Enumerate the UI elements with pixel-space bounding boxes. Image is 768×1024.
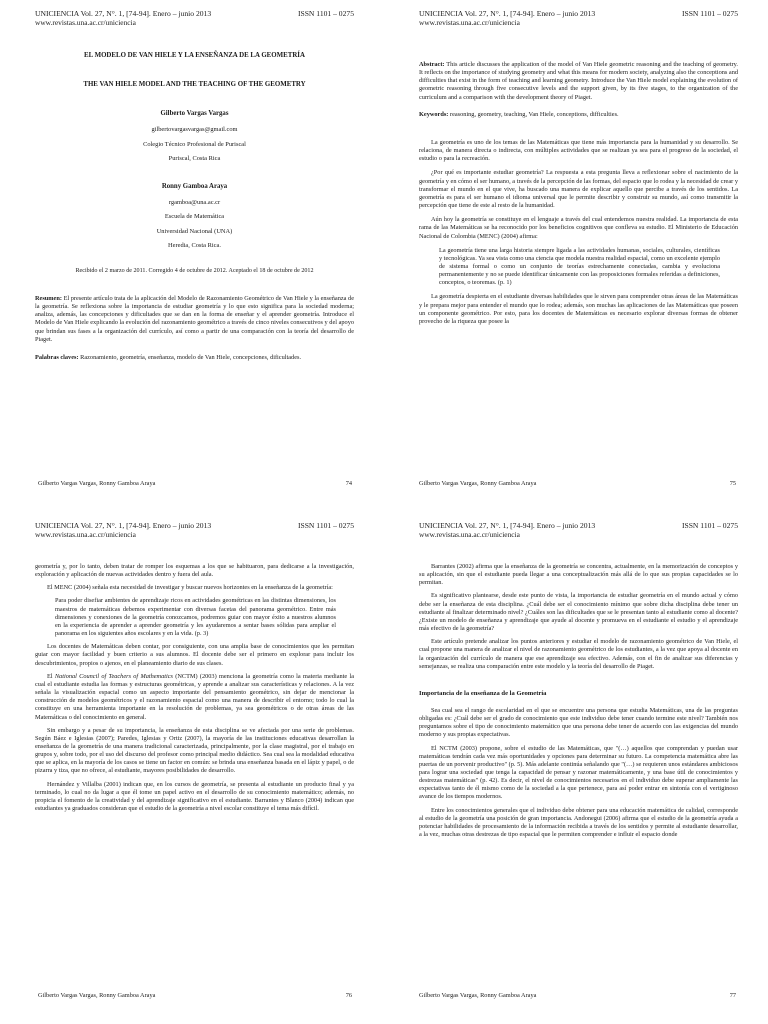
footer-authors: Gilberto Vargas Vargas, Ronny Gamboa Araya xyxy=(419,992,537,999)
footer-authors: Gilberto Vargas Vargas, Ronny Gamboa Araya xyxy=(38,992,156,999)
page-header xyxy=(35,9,354,37)
paragraph: Hernández y Villalba (2001) indican que, en los cursos de geometría, se presenta al estudiante un producto final y ya terminado, lo cual no da lugar a que él tome un papel activo en el desarrollo de su conocimiento matemático; además, no propicia el fomento de la creatividad y del aprendizaje significativo en el estudiante. Barrantes y Blanco (2004) indican que estudiantes ya graduados consideran que el estudio de la geometría a nivel escolar constituye el tema más difícil. xyxy=(35,780,354,813)
author-2-school: Escuela de Matemática xyxy=(164,213,225,220)
journal-url[interactable]: www.revistas.una.ac.cr/uniciencia xyxy=(419,18,520,27)
page-number: 76 xyxy=(345,992,352,999)
text-run: El xyxy=(47,672,55,680)
journal-url[interactable]: www.revistas.una.ac.cr/uniciencia xyxy=(419,530,520,539)
journal-url[interactable]: www.revistas.una.ac.cr/uniciencia xyxy=(35,18,136,27)
page-footer xyxy=(38,480,352,488)
paragraph: El NCTM (2003) propone, sobre el estudio de las Matemáticas, que "(…) aquellos que comprendan y puedan usar matemáticas tendrán cada vez más oportunidades y opciones para determinar su futuro. La competencia matemática abre las puertas de un porvenir productivo" (p. 5). Más adelante continúa señalando que "(…) se requieren unos estándares ambiciosos para lograr una sociedad que tenga la capacidad de pensar y razonar matemáticamente, y una base útil de conocimientos y destrezas matemáticas" (p. 42). Es decir, el nivel de conocimientos necesarios en el individuo debe superar ampliamente las expectativas tanto de él mismo como de la sociedad a la que pertenece, para así poder entrar en sintonía con el vertiginoso avance de los tiempos modernos. xyxy=(419,744,738,801)
page-header xyxy=(419,521,738,549)
article-title-es: EL MODELO DE VAN HIELE Y LA ENSEÑANZA DE LA GEOMETRÍA xyxy=(84,52,305,59)
abstract-es xyxy=(35,295,354,344)
author-1-institution: Colegio Técnico Profesional de Puriscal xyxy=(143,140,246,148)
issn: ISSN 1101 – 0275 xyxy=(681,9,738,18)
journal-url[interactable]: www.revistas.una.ac.cr/uniciencia xyxy=(35,530,136,539)
paragraph: Este artículo pretende analizar los puntos anteriores y estudiar el modelo de razonamiento geométrico de Van Hiele, el cual propone una manera de analizar el nivel de razonamiento geométrico de los estudiantes, a la vez que apoya al docente en la organización del currículo de manera que ese aprendizaje sea efectivo. Además, con el fin de analizar sus diferencias y semejanzas, se realiza una comparación entre este modelo y la teoría del desarrollo de Piaget. xyxy=(419,638,738,670)
keywords-text: reasoning, geometry, teaching, Van Hiele, conceptions, difficulties. xyxy=(449,110,619,118)
author-2-name: Ronny Gamboa Araya xyxy=(161,182,228,190)
page-footer xyxy=(419,480,736,488)
paragraph: La geometría despierta en el estudiante diversas habilidades que le sirven para comprender otras áreas de las Matemáticas y le prepara mejor para entender el mundo que lo rodea; además, son muchas las aplicaciones de las Matemáticas que poseen un componente geométrico. Por esto, para los docentes de Matemáticas es necesario explorar diversas formas de obtener provecho de la riqueza que posee la xyxy=(419,293,738,325)
keywords-es xyxy=(35,354,354,362)
keywords-text: Razonamiento, geometría, enseñanza, modelo de Van Hiele, concepciones, dificultades. xyxy=(80,353,302,361)
issn: ISSN 1101 – 0275 xyxy=(681,521,738,530)
section-heading: Importancia de la enseñanza de la Geometría xyxy=(419,689,547,697)
paragraph: Los docentes de Matemáticas deben contar, por consiguiente, con una amplia base de conocimientos que les permitan guiar con mayor facilidad y buen criterio a sus alumnos. El docente debe ser el primero en explorar para incluir los descubrimientos, propios o ajenos, en el planeamiento diario de sus clases. xyxy=(35,643,354,667)
paragraph: ¿Por qué es importante estudiar geometría? La respuesta a esta pregunta lleva a reflexionar sobre el nacimiento de la geometría y en cómo el ser humano, a través de la percepción de las formas, del espacio que lo rodea y la necesidad de crear y transformar el mundo en el que vive, ha buscado una manera de explicar aquello que percibe a través de los sentidos. La geometría es para el ser humano el idioma universal que le permite describir y construir su mundo, así como transmitir la percepción que tiene de este al resto de la humanidad. xyxy=(419,169,738,210)
italic-org-name: National Council of Teachers of Mathematics xyxy=(54,672,173,680)
page-74 xyxy=(0,0,384,512)
keywords-en xyxy=(419,111,738,119)
article-title-en: THE VAN HIELE MODEL AND THE TEACHING OF THE GEOMETRY xyxy=(83,81,306,88)
page-77 xyxy=(384,512,768,1024)
paragraph: El MENC (2004) señala esta necesidad de investigar y buscar nuevos horizontes en la enseñanza de la geometría: xyxy=(47,584,333,592)
page-76 xyxy=(0,512,384,1024)
page-header xyxy=(419,9,738,37)
journal-citation: UNICIENCIA Vol. 27, N°. 1, [74-94]. Enero – junio 2013 xyxy=(419,9,596,18)
keywords-label: Palabras claves: xyxy=(35,353,79,361)
page-75 xyxy=(384,0,768,512)
journal-citation: UNICIENCIA Vol. 27, N°. 1, [74-94]. Enero – junio 2013 xyxy=(419,521,596,530)
page-footer xyxy=(419,992,736,1000)
page-number: 74 xyxy=(345,480,352,487)
block-quote: La geometría tiene una larga historia siempre ligada a las actividades humanas, sociales, culturales, científicas y tecnológicas. Ya sea vista como una ciencia que modela nuestra realidad espacial, como un excelente ejemplo de sistema formal o como un conjunto de teorías estrechamente conectadas, cambia y evoluciona permanentemente y no se puede identificar únicamente con las proposiciones formales referidas a definiciones, conceptos, o teoremas. (p. 1) xyxy=(439,246,720,287)
issn: ISSN 1101 – 0275 xyxy=(297,9,354,18)
paragraph: geometría y, por lo tanto, deben tratar de romper los esquemas a los que se habituaron, para dedicarse a la investigación, exploración y aplicación de nuevas actividades dentro y fuera del aula. xyxy=(35,563,354,579)
text-run: (NCTM) (2003) menciona la geometría como la materia mediante la cual el estudiante estudia las formas y estructuras geométricas, y aprende a analizar sus características y relaciones. A la vez señala la visualización espacial como un aspecto importante del pensamiento geométrico, sin dejar de mencionar la construcción de modelos geométricos y el razonamiento espacial como una manera de describir el entorno; todo lo cual la constituye en una herramienta importante en la resolución de problemas, ya sea geométricos o de otras áreas de las Matemáticas o del conocimiento en general. xyxy=(35,672,354,721)
journal-citation: UNICIENCIA Vol. 27, N°. 1, [74-94]. Enero – junio 2013 xyxy=(35,521,212,530)
page-number: 77 xyxy=(729,992,736,999)
abstract-label: Resumen: xyxy=(35,295,62,302)
journal-citation: UNICIENCIA Vol. 27, N°. 1, [74-94]. Enero – junio 2013 xyxy=(35,9,212,18)
paragraph: Barrantes (2002) afirma que la enseñanza de la geometría se concentra, actualmente, en la memorización de conceptos y su aplicación, sin que el estudiante pueda llegar a una conceptualización más allá de lo que sus propias capacidades se lo permitan. xyxy=(419,563,738,587)
abstract-text: This article discusses the application of the model of Van Hiele geometric reasoning and the teaching of geometry. It reflects on the importance of studying geometry and what this means for modern society, analyzing also the conceptions and difficulties that exist in the form of teaching and learning geometry. Introduce the Van Hiele model explaining the evolution of geometric reasoning through five consecutive levels and the support given, by its five stages, to the organization of the curriculum and a comparison with the development theory of Piaget. xyxy=(419,61,738,101)
page-number: 75 xyxy=(729,480,736,487)
author-1-name: Gilberto Vargas Vargas xyxy=(160,110,229,117)
abstract-label: Abstract: xyxy=(419,61,445,68)
received-dates: Recibido el 2 marzo de 2011. Corregido 4 de octubre de 2012. Aceptado el 18 de octubre de 2012 xyxy=(75,267,314,274)
paragraph: Sin embargo y a pesar de su importancia, la enseñanza de esta disciplina se ve afectada por una serie de problemas. Según Báez e Iglesias (2007); Paredes, Iglesias y Ortiz (2007), la mayoría de las instituciones educativas desarrollan la enseñanza de la geometría de una manera tradicional caracterizada, principalmente, por la clase magistral, por el trabajo en grupos y, sobre todo, por el uso del discurso del profesor como principal medio didáctico. Sea cual sea la modalidad educativa que se aplica, en la mayoría de los casos se tiene un factor en común: se brinda una enseñanza basada en el lápiz y papel, o de pizarra y tiza, que no ofrece, al estudiante, mayores posibilidades de desarrollo. xyxy=(35,726,354,775)
paragraph: La geometría es uno de los temas de las Matemáticas que tiene más importancia para la humanidad y su desarrollo. Se relaciona, de manera directa o indirecta, con múltiples actividades que se realizan ya sea para el progreso de la sociedad, el estudio o para la recreación. xyxy=(419,138,738,163)
paragraph: Entre los conocimientos generales que el individuo debe obtener para una educación matemática de calidad, corresponde al estudio de la geometría una posición de gran importancia. Andonegui (2006) afirma que el estudio de la geometría ayuda a potenciar habilidades de procesamiento de la información recibida a través de los sentidos y permite al estudiante desarrollar, a la vez, muchas otras destrezas de tipo espacial que le permiten comprender e influir el espacio donde xyxy=(419,806,738,839)
keywords-label: Keywords: xyxy=(419,110,449,118)
paragraph: Es significativo plantearse, desde este punto de vista, la importancia de estudiar geometría en el mundo actual y cómo debe ser la enseñanza de esta disciplina. ¿Cuál debe ser el conocimiento mínimo que sobre dicha disciplina debe tener un estudiante al finalizar determinado nivel? ¿Cuáles son las dificultades que se le presentan tanto al estudiante como al docente? ¿Existe un modelo de enseñanza y aprendizaje que ayude al docente y promueva en el estudiante el estudio y el aprendizaje más efectivo de la geometría? xyxy=(419,592,738,633)
block-quote: Para poder disefiar ambientes de aprendizaje ricos en actividades geométricas en las distintas dimensiones, los maestros de matemáticas debemos experimentar con diversas facetas del panorama geométrico. Entre más dimensiones y conexiones de la geometría conozcamos, podremos guiar con mayor éxito a nuestros alumnos en la experiencia de aprender a aprender geometría y les ayudaremos a sentar bases sólidas para ampliar el panorama en los siguientes años escolares y en la vida. (p. 3) xyxy=(55,597,336,638)
footer-authors: Gilberto Vargas Vargas, Ronny Gamboa Araya xyxy=(419,480,537,487)
paragraph: Sea cual sea el rango de escolaridad en el que se encuentre una persona que estudia Matemáticas, una de las preguntas obligadas es: ¿Cuál debe ser el grado de conocimiento que este individuo debe tener cuando termine este nivel? También nos preguntamos sobre el tipo de conocimiento matemático que una persona debe tener de acuerdo con las exigencias del mundo moderno y sus propias expectativas. xyxy=(419,706,738,739)
page-footer xyxy=(38,992,352,1000)
author-2-location: Heredia, Costa Rica. xyxy=(168,242,221,249)
page-header xyxy=(35,521,354,549)
author-2-institution: Universidad Nacional (UNA) xyxy=(156,227,233,235)
issn: ISSN 1101 – 0275 xyxy=(297,521,354,530)
author-1-email[interactable]: gilbertovargasvargas@gmail.com xyxy=(151,126,238,133)
author-2-email[interactable]: rgamboa@una.ac.cr xyxy=(168,198,221,206)
paragraph: Aún hoy la geometría se constituye en el lenguaje a través del cual entendemos nuestra realidad. La importancia de esta rama de las Matemáticas se ha reconocido por los beneficios cognitivos que confleva su estudio. El Ministerio de Educación Nacional de Colombia (MENC) (2004) afirma: xyxy=(419,216,738,240)
footer-authors: Gilberto Vargas Vargas, Ronny Gamboa Araya xyxy=(38,480,156,487)
abstract-en xyxy=(419,61,738,102)
abstract-text: El presente artículo trata de la aplicación del Modelo de Razonamiento Geométrico de Van Hiele y la enseñanza de la geometría. Se reflexiona sobre la importancia de estudiar geometría y lo que esto significa para la sociedad moderna; analiza, además, las concepciones y dificultades que se dan en la forma de enseñar y el aprender geometría. Introduce el Modelo de Van Hiele explicando la evolución del razonamiento geométrico a través de cinco niveles consecutivos y del apoyo que brindan sus fases a la organización del currículo, así como a partir de una comparación con la teoría del desarrollo de Piaget. xyxy=(35,295,354,343)
author-1-location: Puriscal, Costa Rica xyxy=(168,155,221,162)
paragraph xyxy=(35,673,354,722)
